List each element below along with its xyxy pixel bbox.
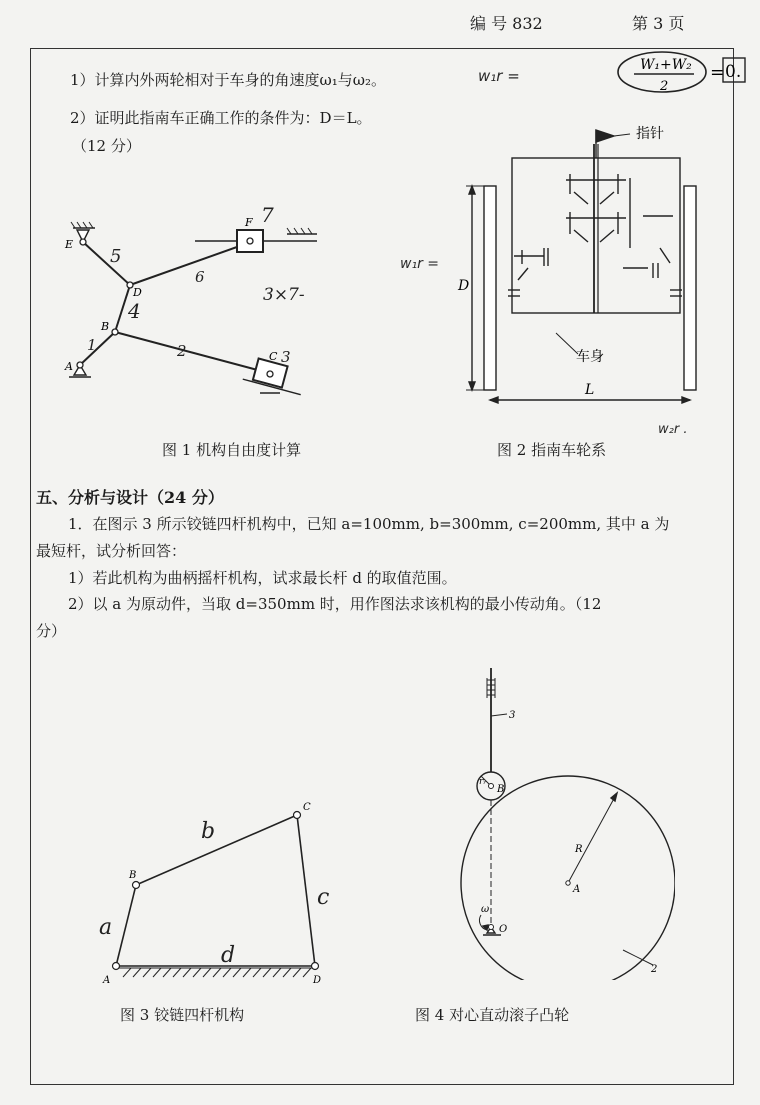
fig1-hand-2: 2 (177, 342, 187, 360)
serial-number: 编 号 832 (470, 14, 543, 33)
hand-formula (612, 48, 752, 106)
fig4-label-2: 2 (651, 964, 658, 975)
fig1-label-A: A (65, 360, 73, 373)
fig4-label-O: O (499, 924, 508, 935)
fig3-label-C: C (303, 802, 311, 813)
fig3-hand-a: a (99, 915, 113, 940)
fig1-hand-1: 1 (87, 336, 97, 354)
q4-item2: 2）证明此指南车正确工作的条件为：D＝L。 (70, 109, 372, 127)
fig4-cam (445, 660, 675, 980)
q4-score: （12 分） (72, 137, 141, 155)
formula-numerator: W₁+W₂ (640, 57, 692, 73)
fig4-label-B: B (497, 784, 505, 795)
formula-equals: = (710, 62, 726, 83)
fig3-four-bar (85, 790, 345, 990)
page-number: 第 3 页 (632, 14, 685, 33)
section5-q1-line1: 1．在图示 3 所示铰链四杆机构中，已知 a=100mm, b=300mm, c=200mm, 其中 a 为 (68, 515, 670, 533)
fig3-label-B: B (129, 870, 137, 881)
fig1-hand-6: 6 (195, 268, 205, 286)
section5-sub1: 1）若此机构为曲柄摇杆机构，试求最长杆 d 的取值范围。 (68, 569, 457, 587)
fig2-caption: 图 2 指南车轮系 (497, 441, 607, 459)
section5-sub2-line2: 分） (36, 622, 67, 640)
hand-w1r-mid: w₁r = (400, 256, 439, 272)
formula-boxed-value: 0. (725, 62, 742, 82)
section5-heading: 五、分析与设计（24 分） (36, 488, 224, 507)
fig4-label-rr: rᵣ (479, 777, 487, 787)
fig1-hand-dof: 3×7- (263, 285, 305, 305)
fig1-hand-5: 5 (110, 246, 122, 267)
fig1-hand-3: 3 (281, 348, 291, 366)
fig3-label-D: D (313, 975, 322, 986)
fig3-hand-b: b (201, 819, 216, 844)
section5-q1-line2: 最短杆，试分析回答： (36, 542, 187, 560)
fig4-label-R: R (575, 844, 583, 855)
formula-denominator: 2 (660, 79, 669, 94)
hand-w1r-top: w₁r = (478, 67, 520, 85)
fig1-hand-4: 4 (128, 299, 141, 323)
fig3-hand-d: d (221, 943, 236, 968)
fig1-mechanism (55, 190, 355, 410)
q4-item1: 1）计算内外两轮相对于车身的角速度ω₁与ω₂。 (70, 71, 387, 89)
fig1-label-D: D (133, 286, 142, 299)
fig2-label-body: 车身 (576, 349, 604, 365)
fig4-label-omega: ω (481, 904, 490, 915)
fig1-label-F: F (245, 216, 253, 229)
fig1-label-C: C (269, 350, 278, 363)
section5-sub2-line1: 2）以 a 为原动件，当取 d=350mm 时，用作图法求该机构的最小传动角。（12 (68, 595, 602, 613)
fig3-hand-c: c (317, 885, 330, 910)
fig1-label-E: E (65, 238, 74, 251)
fig1-label-B: B (101, 320, 110, 333)
fig1-caption: 图 1 机构自由度计算 (162, 441, 302, 459)
fig2-gear-train (448, 118, 718, 418)
hand-w2r: w₂r . (658, 422, 688, 437)
fig1-hand-7: 7 (261, 203, 274, 227)
fig3-label-A: A (103, 975, 111, 986)
fig3-caption: 图 3 铰链四杆机构 (120, 1006, 245, 1024)
fig4-label-3: 3 (509, 710, 516, 721)
fig4-caption: 图 4 对心直动滚子凸轮 (415, 1006, 570, 1024)
fig2-label-D: D (458, 278, 470, 294)
fig4-label-A: A (573, 884, 581, 895)
fig2-label-L: L (585, 382, 595, 398)
fig2-label-pointer: 指针 (636, 126, 664, 142)
